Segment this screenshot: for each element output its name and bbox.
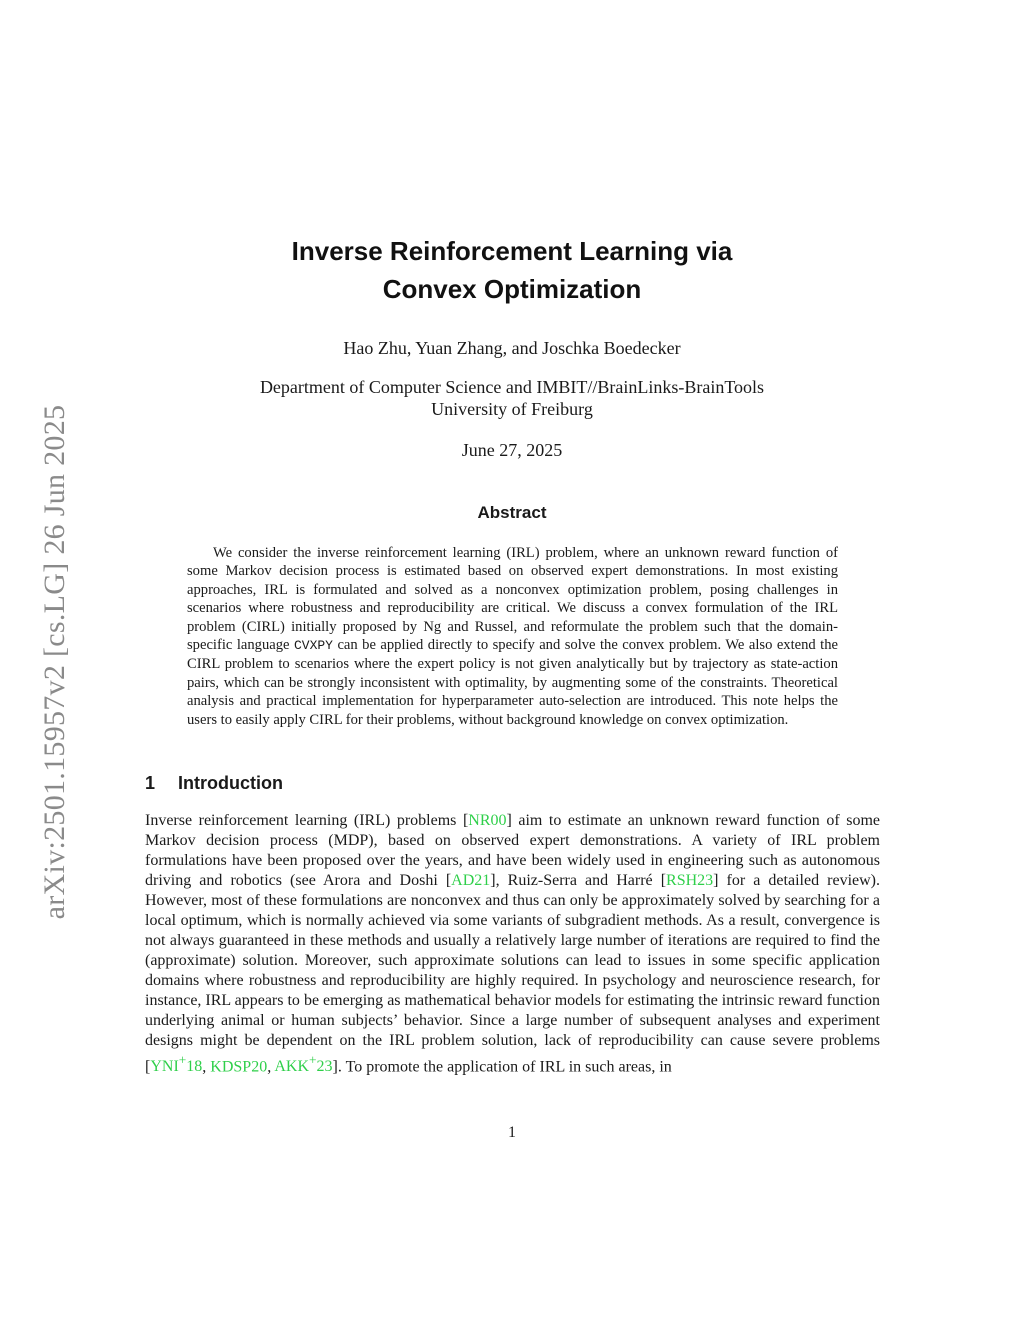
abstract-body <box>187 544 838 729</box>
citation-link-yni18[interactable] <box>150 1053 203 1076</box>
citation-separator: , <box>202 1058 211 1076</box>
citation-link-rsh23[interactable]: RSH23 <box>666 872 714 889</box>
section-title: Introduction <box>178 773 283 793</box>
intro-text-segment: ], Ruiz-Serra and Harré [ <box>490 872 667 889</box>
arxiv-identifier-stamp: arXiv:2501.15957v2 [cs.LG] 26 Jun 2025 <box>38 404 71 920</box>
section-heading <box>145 772 545 794</box>
citation-separator: , <box>267 1058 275 1076</box>
abstract-heading: Abstract <box>477 503 547 522</box>
abstract-text-part-1: We consider the inverse reinforcement learning (IRL) problem, where an unknown reward function of some Markov decision process is estimated based on observed expert demonstrations. In most existing approaches, IRL is formulated and solved as a nonconvex optimization problem, posing challenges in scenarios where robustness and reproducibility are critical. We discuss a convex formulation of the IRL problem (CIRL) initially proposed by Ng and Russel, and reformulate the problem such that the domain-specific language <box>187 545 838 654</box>
section-number: 1 <box>145 773 156 793</box>
abstract-code-term: CVXPY <box>293 638 333 654</box>
citation-year: 23 <box>316 1058 333 1076</box>
abstract-text-part-2: can be applied directly to specify and solve the convex problem. We also extend the CIRL problem to scenarios where the expert policy is not given analytically but by trajectory as state-action pairs, which can be strongly inconsistent with optimality, by augmenting some of the constraints. Theoretical analysis and practical implementation for hyperparameter auto-selection are introduced. This note helps the users to easily apply CIRL for their problems, without background knowledge on convex optimization. <box>187 637 838 728</box>
intro-text-segment: ]. To promote the application of IRL in such areas, in <box>332 1058 672 1076</box>
citation-superscript: + <box>178 1053 187 1068</box>
intro-text-segment: ] aim to estimate an unknown reward function of some Markov decision process (MDP), based on observed expert demonstrations. A variety of IRL problem formulations have been proposed over the years, and have been widely used in engineering such as autonomous driving and robotics (see Arora and Doshi [ <box>145 812 880 889</box>
intro-text-segment: ] for a detailed review). However, most of these formulations are nonconvex and thus can only be approximately solved by searching for a local optimum, which is normally achieved via some variants of subgradient methods. As a result, convergence is not always guaranteed in these methods and usually a relatively large number of iterations are required to find the (approximate) solution. Moreover, such approximate solutions can lead to issues in some specific application domains where robustness and reproducibility are highly required. In psychology and neuroscience research, for instance, IRL appears to be emerging as mathematical behavior models for estimating the intrinsic reward function underlying animal or human subjects’ behavior. Since a large number of subsequent analyses and experiment designs might be dependent on the IRL problem solution, lack of reproducibility can cause severe problems [ <box>145 872 881 1076</box>
introduction-paragraph <box>145 811 880 1077</box>
citation-key: AKK <box>274 1058 309 1076</box>
citation-superscript: + <box>309 1053 317 1068</box>
author-list: Hao Zhu, Yuan Zhang, and Joschka Boedecker <box>343 338 681 358</box>
publication-date: June 27, 2025 <box>461 440 563 460</box>
citation-link-akk23[interactable] <box>274 1053 333 1076</box>
paper-title-line-2: Convex Optimization <box>382 274 642 304</box>
paper-title <box>150 232 874 308</box>
citation-link-ad21[interactable]: AD21 <box>451 872 491 889</box>
affiliation-university: University of Freiburg <box>431 399 593 419</box>
paper-title-line-1: Inverse Reinforcement Learning via <box>291 236 733 266</box>
page-number: 1 <box>508 1124 516 1141</box>
affiliation-department: Department of Computer Science and IMBIT//BrainLinks-BrainTools <box>259 377 765 397</box>
citation-year: 18 <box>186 1058 203 1076</box>
intro-text-segment: Inverse reinforcement learning (IRL) problems [ <box>145 812 469 829</box>
citation-link-nr00[interactable]: NR00 <box>468 812 507 829</box>
citation-key: YNI <box>150 1058 179 1076</box>
citation-link-kdsp20[interactable]: KDSP20 <box>210 1058 268 1076</box>
affiliation <box>150 376 874 420</box>
